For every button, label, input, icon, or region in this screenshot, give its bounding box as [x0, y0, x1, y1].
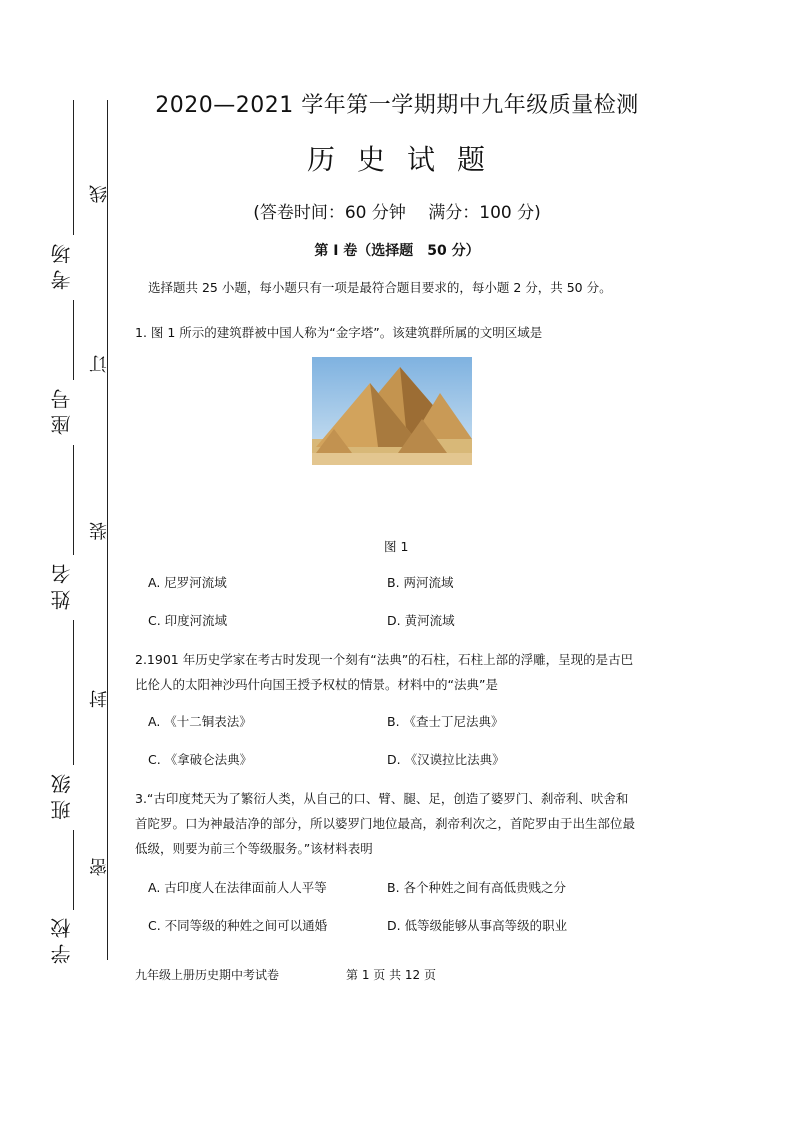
binding-char-ding: 订: [89, 355, 110, 373]
binding-char-mi: 密: [89, 858, 110, 876]
label-exam-room: 考场: [50, 238, 74, 290]
question-1-option-b[interactable]: B. 两河流域: [387, 575, 454, 590]
question-2-option-a[interactable]: A. 《十二铜表法》: [148, 714, 252, 729]
question-2-stem-line-2: 比伦人的太阳神沙玛什向国王授予权杖的情景。材料中的“法典”是: [135, 677, 498, 692]
question-2-stem-line-1: 2.1901 年历史学家在考古时发现一个刻有“法典”的石柱，石柱上部的浮雕，呈现的是古巴: [135, 652, 634, 667]
label-school: 学校: [50, 912, 74, 964]
question-2-option-d[interactable]: D. 《汉谟拉比法典》: [387, 752, 505, 767]
question-3-option-c[interactable]: C. 不同等级的种姓之间可以通婚: [148, 918, 328, 933]
fill-line: [73, 445, 74, 555]
question-1-option-d[interactable]: D. 黄河流域: [387, 613, 455, 628]
page-number: 第 1 页 共 12 页: [346, 968, 436, 982]
binding-char-zhuang: 装: [89, 522, 110, 540]
footer-title: 九年级上册历史期中考试卷: [135, 968, 280, 982]
fill-line: [73, 300, 74, 380]
question-2-option-c[interactable]: C. 《拿破仑法典》: [148, 752, 253, 767]
question-1-option-c[interactable]: C. 印度河流域: [148, 613, 228, 628]
question-3-option-d[interactable]: D. 低等级能够从事高等级的职业: [387, 918, 568, 933]
section-heading: 第 I 卷（选择题 50 分）: [314, 243, 480, 259]
question-3-stem-line-3: 低级，则要为前三个等级服务。”该材料表明: [135, 841, 373, 856]
pyramids-figure: [312, 357, 472, 465]
question-2-option-b[interactable]: B. 《查士丁尼法典》: [387, 714, 504, 729]
exam-title: 2020—2021 学年第一学期期中九年级质量检测: [155, 93, 639, 118]
fill-line: [73, 830, 74, 910]
question-1-option-a[interactable]: A. 尼罗河流域: [148, 575, 227, 590]
question-3-stem-line-2: 首陀罗。口为神最洁净的部分，所以婆罗门地位最高，刹帝利次之，首陀罗由于出生部位最: [135, 816, 636, 831]
binding-char-xian: 线: [89, 185, 110, 203]
subject-title: 历史试题: [306, 143, 507, 176]
label-name: 姓名: [50, 558, 74, 610]
fill-line: [73, 620, 74, 765]
label-seat: 座号: [50, 383, 74, 435]
question-3-option-a[interactable]: A. 古印度人在法律面前人人平等: [148, 880, 327, 895]
question-3-option-b[interactable]: B. 各个种姓之间有高低贵贱之分: [387, 880, 567, 895]
label-class: 班级: [50, 768, 74, 820]
question-3-stem-line-1: 3.“古印度梵天为了繁衍人类，从自己的口、臂、腿、足，创造了婆罗门、刹帝利、吠舍和: [135, 791, 629, 806]
exam-info: (答卷时间：60 分钟 满分：100 分): [253, 203, 541, 223]
instructions: 选择题共 25 小题，每小题只有一项是最符合题目要求的，每小题 2 分，共 50 分。: [148, 280, 612, 295]
binding-char-feng: 封: [89, 690, 110, 708]
question-1-stem: 1. 图 1 所示的建筑群被中国人称为“金字塔”。该建筑群所属的文明区域是: [135, 325, 543, 340]
figure-caption: 图 1: [384, 539, 409, 554]
